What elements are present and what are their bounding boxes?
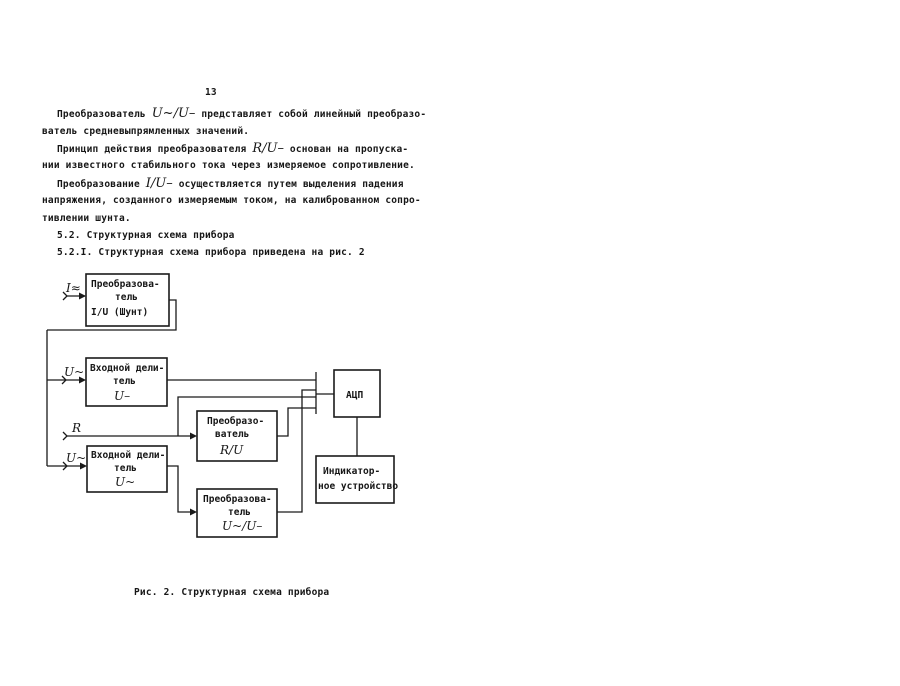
paragraph-3-line-3: тивлении шунта. [42,213,131,224]
block-indicator-line-1: Индикатор- [323,466,381,477]
block-indicator-frame [316,456,394,503]
paragraph-1-symbol: U~/U– [151,106,196,121]
block-indicator-line-2: ное устройство [318,481,399,492]
block-converter-r-line-1: Преобразо- [207,416,265,427]
block-indicator [316,456,398,503]
block-divider-1-line-3: U– [114,389,131,403]
block-divider-1-line-1: Входной дели- [90,363,165,374]
paragraph-1-line-2: ватель средневыпрямленных значений. [42,126,250,137]
block-shunt-line-2: тель [115,292,138,303]
paragraph-2-symbol: R/U– [252,141,284,156]
block-converter-r [197,411,277,461]
paragraph-2-suffix: основан на пропуска- [289,144,409,155]
block-converter-r-line-2: ватель [215,429,250,440]
block-converter-u-line-2: тель [228,507,251,518]
section-subtitle: 5.2.I. Структурная схема прибора приведена на рис. 2 [57,247,365,258]
block-divider-1 [86,358,167,406]
paragraph-2-line-2: нии известного стабильного тока через измеряемое сопротивление. [42,160,415,171]
arrow-into-converter-r [190,433,197,440]
block-converter-u-line-1: Преобразова- [203,494,272,505]
block-divider-2-line-1: Входной дели- [91,450,166,461]
block-shunt-line-3: I/U (Шунт) [91,307,149,318]
input-label-current: I≈ [66,281,81,295]
paragraph-3-suffix: осуществляется путем выделения падения [178,179,404,190]
section-title: 5.2. Структурная схема прибора [57,230,235,241]
wire-converter-r-to-adc [277,408,316,436]
block-divider-1-line-2: тель [113,376,136,387]
wire-divider-2-to-converter-u [167,466,195,512]
figure-caption: Рис. 2. Структурная схема прибора [134,587,330,598]
block-converter-u [197,489,277,537]
input-label-resistance: R [72,421,82,435]
arrow-into-converter-u [190,509,197,516]
block-divider-2 [87,446,167,492]
paragraph-3-symbol: I/U– [145,176,173,191]
paragraph-1-prefix: Преобразователь [57,109,146,120]
paragraph-3-prefix: Преобразование [57,179,140,190]
block-adc [334,370,380,417]
block-shunt-line-1: Преобразова- [91,279,160,290]
block-divider-2-line-3: U~ [115,475,136,489]
block-adc-label: АЦП [346,390,364,401]
input-resistance-chevron [63,432,67,440]
block-divider-2-line-2: тель [114,463,137,474]
paragraph-1-suffix: представляет собой линейный преобразо- [201,109,427,120]
page-number: 13 [205,87,217,98]
paragraph-3-line-2: напряжения, созданного измеряемым током, на калиброванном сопро- [42,195,421,206]
block-converter-r-line-3: R/U [220,443,244,457]
block-converter-u-line-3: U~/U– [222,519,263,533]
block-shunt [86,274,169,326]
input-label-voltage-2: U~ [66,451,87,465]
paragraph-2-prefix: Принцип действия преобразователя [57,144,247,155]
input-label-voltage-1: U~ [64,365,85,379]
